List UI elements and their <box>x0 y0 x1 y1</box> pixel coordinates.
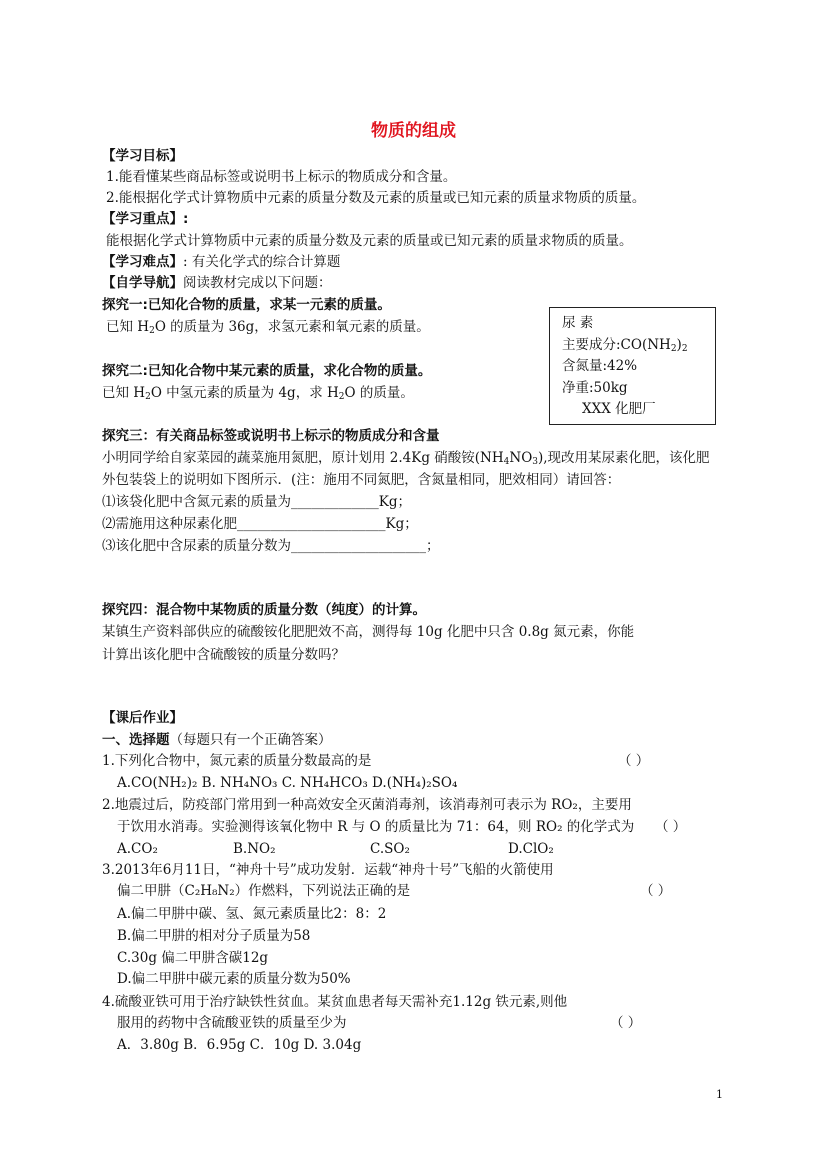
difficulty-heading: 【学习难点】 <box>102 254 183 270</box>
explore-4-line-2: 计算出该化肥中含硫酸铵的质量分数吗？ <box>102 647 345 663</box>
label-component-a: 主要成分:CO(NH <box>562 337 671 353</box>
question-2-option-d: D.ClO₂ <box>508 841 554 857</box>
key-heading: 【学习重点】: <box>102 211 189 227</box>
explore-3-question-1: ⑴该袋化肥中含氮元素的质量为_____________Kg； <box>102 494 411 510</box>
question-2-line-1: 2.地震过后，防疫部门常用到一种高效安全灭菌消毒剂，该消毒剂可表示为 RO₂，主要用 <box>102 797 632 813</box>
question-2-option-b: B.NO₂ <box>233 841 276 857</box>
question-3-answer-paren: （ ） <box>640 883 672 899</box>
question-2-line-2: 于饮用水消毒。实验测得该氧化物中 R 与 O 的质量比为 71：64，则 RO₂ 的化学式为 <box>117 819 635 835</box>
nav-text: 阅读教材完成以下问题： <box>183 275 332 291</box>
goal-2: 2.能根据化学式计算物质中元素的质量分数及元素的质量或已知元素的质量求物质的质量。 <box>106 190 646 206</box>
question-3-line-2: 偏二甲肼（C₂H₈N₂）作燃料，下列说法正确的是 <box>117 883 411 899</box>
nav-line <box>102 274 332 292</box>
explore-1-text: 已知 $H_2O$ 的质量为 36g，求氢元素和氧元素的质量。 <box>106 319 430 336</box>
question-4-options: A．3.80g B．6.95g C．10g D. 3.04g <box>117 1037 362 1053</box>
explore-2-text-b: O 中氢元素的质量为 4g，求 H <box>150 385 339 401</box>
question-4-line-2: 服用的药物中含硫酸亚铁的质量至少为 <box>117 1015 347 1031</box>
question-1: 1.下列化合物中，氮元素的质量分数最高的是 <box>102 753 372 769</box>
question-1-answer-paren: （ ） <box>618 753 650 769</box>
homework-heading: 【课后作业】 <box>102 710 183 726</box>
explore-3-question-2: ⑵需施用这种尿素化肥______________________Kg； <box>102 516 418 532</box>
question-4-answer-paren: （ ） <box>610 1015 642 1031</box>
goal-1: 1.能看懂某些商品标签或说明书上标示的物质成分和含量。 <box>106 169 457 185</box>
question-3-option-b: B.偏二甲肼的相对分子质量为58 <box>117 928 311 944</box>
question-2-option-c: C.SO₂ <box>370 841 410 857</box>
urea-label-box <box>549 307 716 425</box>
explore-3-line-1-b: NO <box>509 450 533 466</box>
explore-4-title: 探究四：混合物中某物质的质量分数（纯度）的计算。 <box>102 602 426 618</box>
label-product-name: 尿 素 <box>562 315 594 331</box>
goals-heading: 【学习目标】 <box>102 148 183 164</box>
question-2-answer-paren: （ ） <box>655 819 687 835</box>
question-3-option-c: C.30g 偏二甲肼含碳12g <box>117 950 269 966</box>
choice-note: （每题只有一个正确答案） <box>169 732 332 748</box>
explore-2-text-a: 已知 H <box>102 385 146 401</box>
label-weight: 净重:50kg <box>562 380 628 396</box>
explore-1-title: 探究一:已知化合物的质量，求某一元素的质量。 <box>102 297 391 313</box>
nav-heading: 【自学导航】 <box>102 275 183 291</box>
question-1-options: A.CO(NH₂)₂ B. NH₄NO₃ C. NH₄HCO₃ D.(NH₄)₂SO₄ <box>117 775 458 791</box>
explore-3-title: 探究三：有关商品标签或说明书上标示的物质成分和含量 <box>102 428 440 444</box>
label-component: 主要成分$:CO(NH_2)_2$ <box>562 337 688 354</box>
question-4-line-1: 4.硫酸亚铁可用于治疗缺铁性贫血。某贫血患者每天需补充1.12g 铁元素,则他 <box>102 994 568 1010</box>
difficulty-text: : 有关化学式的综合计算题 <box>183 254 341 270</box>
label-factory: XXX 化肥厂 <box>582 401 656 417</box>
label-nitrogen: 含氮量:42% <box>562 358 638 374</box>
explore-2-text-c: O 的质量。 <box>344 385 414 401</box>
key-text: 能根据化学式计算物质中元素的质量分数及元素的质量或已知元素的质量求物质的质量。 <box>106 233 633 249</box>
page-number: 1 <box>716 1088 723 1101</box>
choice-heading: 一、选择题 <box>102 732 170 748</box>
explore-3-line-2: 外包装袋上的说明如下图所示．(注：施用不同氮肥，含氮量相同，肥效相同）请回答： <box>102 472 621 488</box>
explore-3-question-3: ⑶该化肥中含尿素的质量分数为____________________； <box>102 538 440 554</box>
explore-3-line-1: 小明同学给自家菜园的蔬菜施用氮肥，原计划用 2.4Kg 硝酸铵$(NH_4NO_3)$,现改用某尿素化肥，该化肥 <box>102 450 710 467</box>
explore-1-text-b: O 的质量为 36g，求氢元素和氧元素的质量。 <box>154 319 430 335</box>
goals-section <box>102 147 183 165</box>
explore-2-title: 探究二:已知化合物中某元素的质量，求化合物的质量。 <box>102 363 432 379</box>
difficulty-line <box>102 253 340 271</box>
explore-1-text-a: 已知 H <box>106 319 150 335</box>
explore-3-line-1-c: ),现改用某尿素化肥，该化肥 <box>538 450 710 466</box>
question-2-option-a: A.CO₂ <box>117 841 158 857</box>
question-3-option-d: D.偏二甲肼中碳元素的质量分数为50% <box>117 971 351 987</box>
explore-2-text: 已知 $H_2O$ 中氢元素的质量为 4g，求 $H_2O$ 的质量。 <box>102 385 414 402</box>
question-3-option-a: A.偏二甲肼中碳、氢、氮元素质量比2：8：2 <box>117 906 387 922</box>
document-title: 物质的组成 <box>371 121 456 141</box>
choice-section-heading <box>102 731 332 749</box>
question-3-line-1: 3.2013年6月11日，“神舟十号”成功发射．运载“神舟十号”飞船的火箭使用 <box>102 862 554 878</box>
label-component-b: ) <box>676 337 682 353</box>
explore-3-line-1-a: 小明同学给自家菜园的蔬菜施用氮肥，原计划用 2.4Kg 硝酸铵(NH <box>102 450 504 466</box>
explore-4-line-1: 某镇生产资料部供应的硫酸铵化肥肥效不高，测得每 10g 化肥中只含 0.8g 氮元素，你能 <box>102 624 635 640</box>
